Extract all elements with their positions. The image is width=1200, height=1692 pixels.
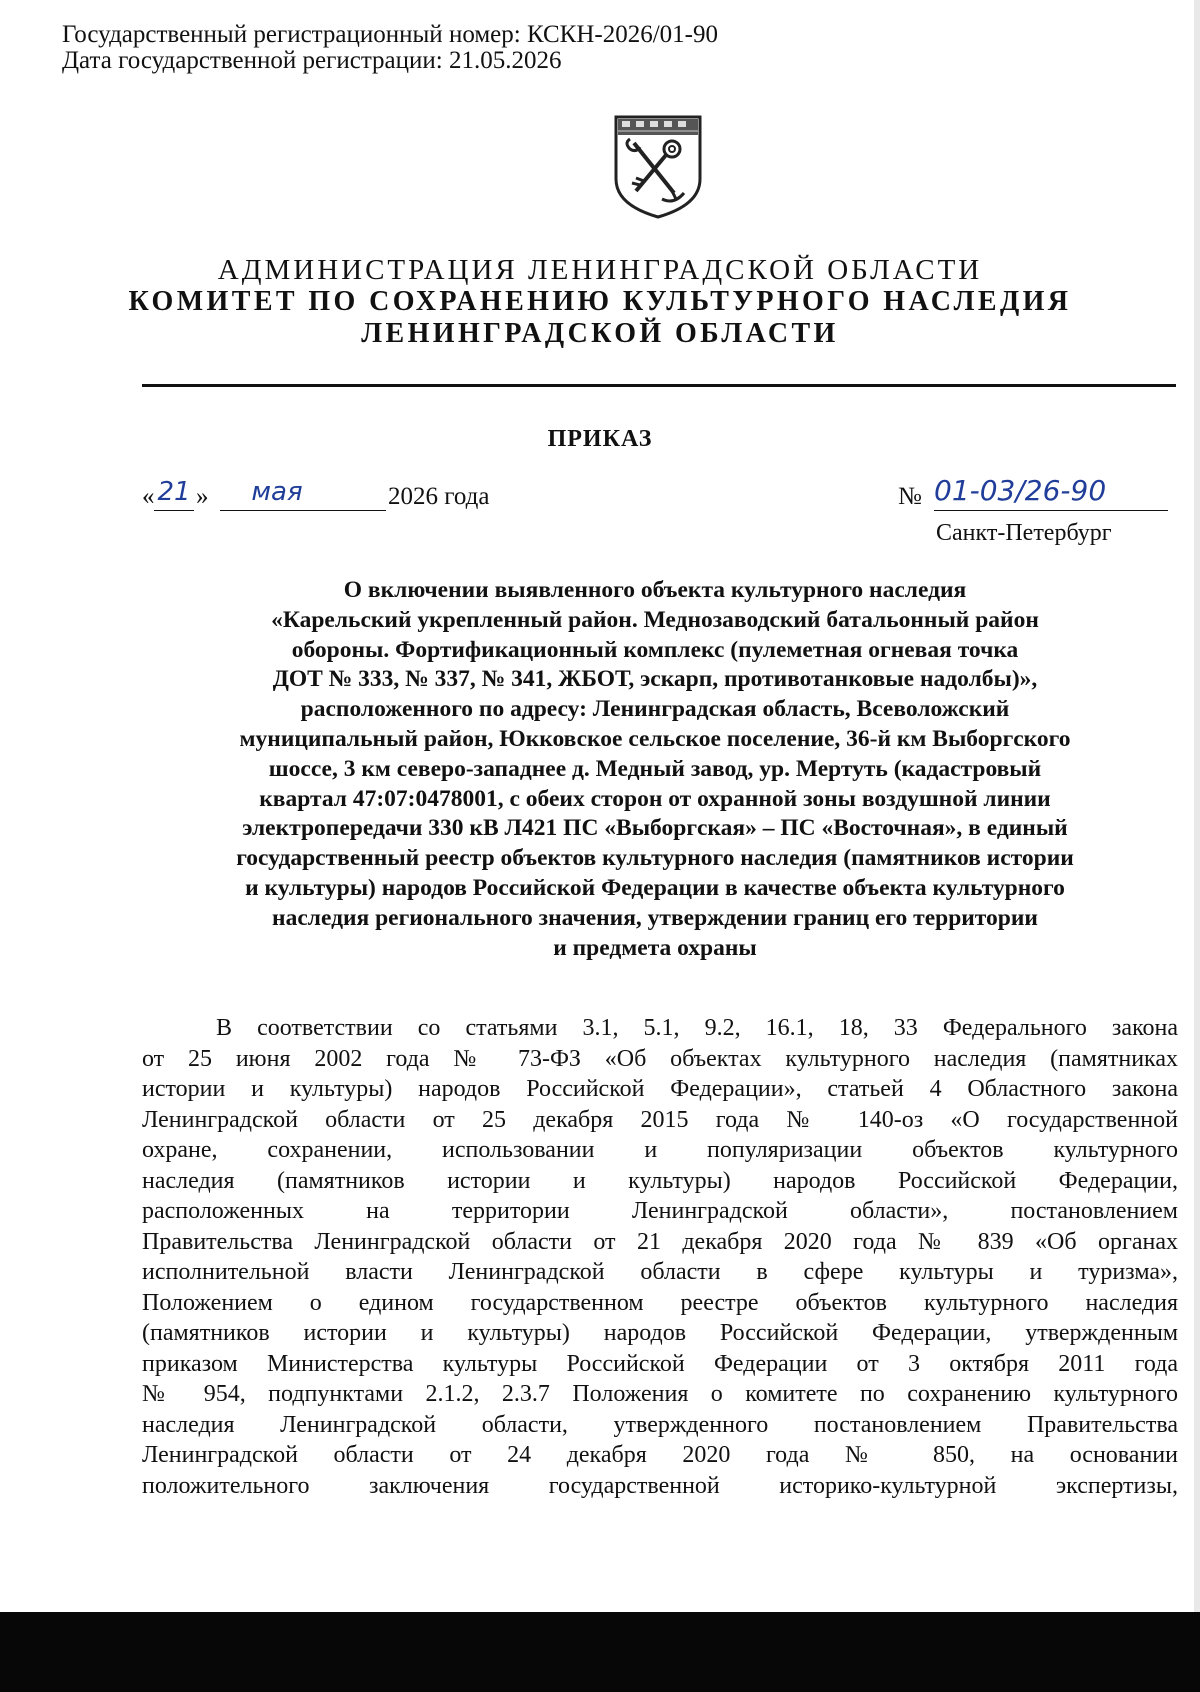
body-line: положительного заключения государственной историко-культурной экспертизы, — [142, 1472, 1178, 1499]
body-line: наследия (памятников истории и культуры) народов Российской Федерации, — [142, 1167, 1178, 1194]
order-number-handwritten: 01-03/26-90 — [934, 474, 1107, 507]
registration-date: Дата государственной регистрации: 21.05.2026 — [62, 47, 562, 74]
scan-bottom-shadow — [0, 1612, 1200, 1692]
order-place: Санкт-Петербург — [936, 520, 1112, 546]
administration-title: АДМИНИСТРАЦИЯ ЛЕНИНГРАДСКОЙ ОБЛАСТИ — [217, 254, 983, 286]
body-line: исполнительной власти Ленинградской области в сфере культуры и туризма», — [142, 1259, 1178, 1285]
title-line: ДОТ № 333, № 337, № 341, ЖБОТ, эскарп, противотанковые надолбы)», — [272, 666, 1038, 693]
body-line: приказом Министерства культуры Российской Федерации от 3 октября 2011 года — [142, 1350, 1178, 1377]
title-line: «Карельский укрепленный район. Меднозаводский батальонный район — [271, 606, 1039, 633]
order-subject-title — [130, 576, 1180, 963]
title-line: электропередачи 330 кВ Л421 ПС «Выборгская» – ПС «Восточная», в единый — [242, 815, 1068, 842]
title-line: государственный реестр объектов культурного наследия (памятников истории — [236, 845, 1074, 872]
title-line: шоссе, 3 км северо-западнее д. Медный завод, ур. Мертуть (кадастровый — [268, 755, 1042, 782]
date-year: 2026 года — [388, 483, 490, 510]
order-heading: ПРИКАЗ — [547, 426, 653, 452]
body-line: Ленинградской области от 25 декабря 2015 года № 140-оз «О государственной — [142, 1106, 1178, 1133]
order-number-block — [898, 474, 1178, 514]
date-month-handwritten: мая — [251, 477, 303, 507]
date-day-handwritten: 21 — [157, 477, 191, 507]
title-line: муниципальный район, Юкковское сельское поселение, 36-й км Выборгского — [239, 725, 1071, 752]
body-line: охране, сохранении, использовании и популяризации объектов культурного — [142, 1137, 1178, 1163]
date-quote-close: » — [196, 483, 209, 510]
title-line: О включении выявленного объекта культурного наследия — [343, 577, 967, 603]
body-line: Правительства Ленинградской области от 21 декабря 2020 года № 839 «Об органах — [142, 1228, 1178, 1255]
body-line: Положением о едином государственном реестре объектов культурного наследия — [142, 1289, 1178, 1316]
title-line: и предмета охраны — [553, 934, 757, 961]
number-underline — [934, 510, 1168, 511]
number-sign: № — [898, 483, 922, 510]
date-quote-open: « — [142, 483, 155, 510]
scan-right-edge — [1194, 0, 1200, 1692]
title-line: наследия регионального значения, утверждении границ его территории — [272, 904, 1038, 931]
body-line: наследия Ленинградской области, утвержденного постановлением Правительства — [142, 1411, 1178, 1438]
body-line: Ленинградской области от 24 декабря 2020 года № 850, на основании — [142, 1442, 1178, 1468]
body-line: (памятников истории и культуры) народов Российской Федерации, утвержденным — [142, 1320, 1178, 1346]
coat-of-arms-icon — [612, 113, 704, 221]
month-underline — [220, 510, 386, 511]
registration-number: Государственный регистрационный номер: КСКН-2026/01-90 — [62, 21, 719, 48]
order-body-paragraph — [142, 1013, 1178, 1501]
order-date — [142, 477, 562, 514]
body-line: расположенных на территории Ленинградской области», постановлением — [142, 1198, 1178, 1224]
title-line: квартал 47:07:0478001, с обеих сторон от охранной зоны воздушной линии — [259, 785, 1051, 812]
body-line: № 954, подпунктами 2.1.2, 2.3.7 Положения о комитете по сохранению культурного — [142, 1381, 1178, 1407]
body-line: В соответствии со статьями 3.1, 5.1, 9.2, 16.1, 18, 33 Федерального закона — [216, 1015, 1178, 1041]
committee-title-line-2: ЛЕНИНГРАДСКОЙ ОБЛАСТИ — [361, 318, 839, 349]
day-underline — [154, 510, 194, 511]
body-line: истории и культуры) народов Российской Федерации», статьей 4 Областного закона — [142, 1076, 1178, 1102]
committee-title-line-1: КОМИТЕТ ПО СОХРАНЕНИЮ КУЛЬТУРНОГО НАСЛЕДИЯ — [128, 286, 1072, 317]
title-line: расположенного по адресу: Ленинградская область, Всеволожский — [300, 696, 1010, 723]
body-line: от 25 июня 2002 года № 73-ФЗ «Об объектах культурного наследия (памятниках — [142, 1045, 1178, 1072]
title-line: и культуры) народов Российской Федерации в качестве объекта культурного — [245, 874, 1065, 901]
title-line: обороны. Фортификационный комплекс (пулеметная огневая точка — [291, 636, 1019, 663]
header-divider — [142, 384, 1176, 387]
